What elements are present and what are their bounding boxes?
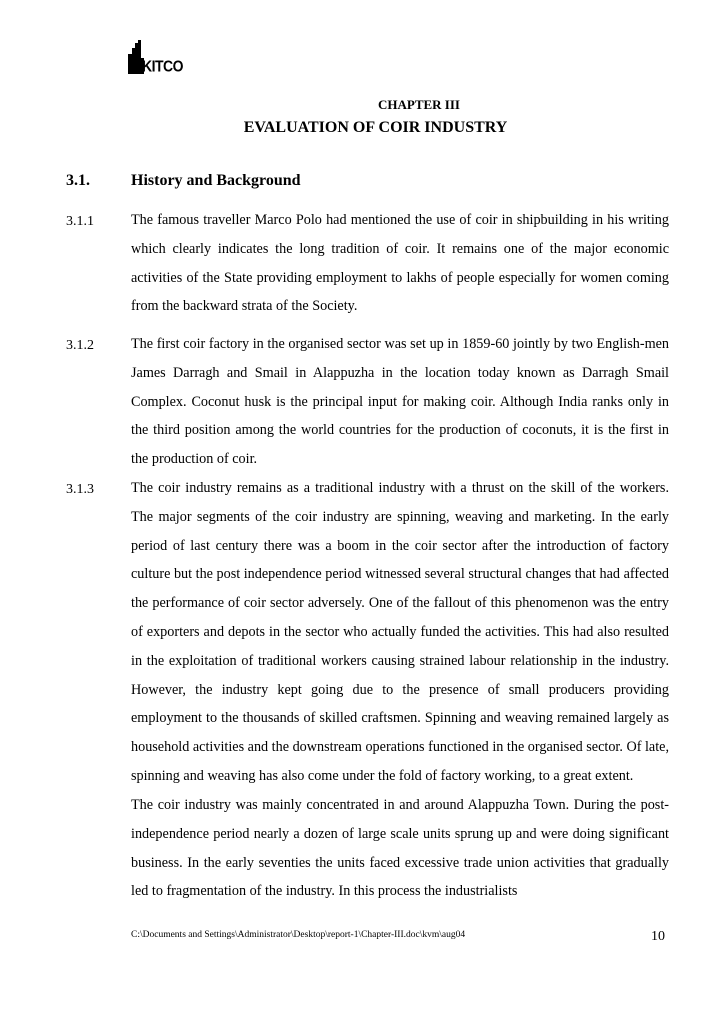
section-title: History and Background	[131, 172, 301, 189]
chapter-label: CHAPTER III	[378, 97, 460, 112]
paragraph: The first coir factory in the organised sector was set up in 1859-60 jointly by two English-men James Darragh and Smail in Alappuzha in the location today known as Darragh Smail Complex. Coconut husk is the principal input for making coir. Although India ranks only in the third position among the world countries for the production of coconuts, it is the first in the production of coir.	[131, 336, 669, 468]
paragraph: The famous traveller Marco Polo had mentioned the use of coir in shipbuilding in his writing which clearly indicates the long tradition of coir. It remains one of the major economic activities of the State providing employment to lakhs of people especially for women coming from the backward strata of the Society.	[131, 212, 669, 315]
paragraph-number: 3.1.2	[66, 338, 94, 353]
kitco-logo	[128, 40, 183, 74]
page-title: EVALUATION OF COIR INDUSTRY	[243, 119, 508, 136]
footer-file-path: C:\Documents and Settings\Administrator\Desktop\report-1\Chapter-III.doc\kvm\aug04	[131, 930, 466, 940]
paragraph-number: 3.1.3	[66, 482, 94, 497]
section-number: 3.1.	[66, 172, 90, 189]
page-number: 10	[651, 929, 665, 944]
paragraph-number: 3.1.1	[66, 214, 94, 229]
logo-text: KITCO	[142, 56, 184, 76]
paragraph: The coir industry remains as a traditional industry with a thrust on the skill of the workers. The major segments of the coir industry are spinning, weaving and marketing. In the early period of last century there was a boom in the coir sector after the introduction of factory culture but the post independence period witnessed several structural changes that had affected the performance of coir sector adversely. One of the fallout of this phenomenon was the entry of exporters and depots in the sector who actually funded the activities. This had also resulted in the exploitation of traditional workers causing strained labour relationship in the industry. However, the industry kept going due to the presence of small producers providing employment to the thousands of skilled craftsmen. Spinning and weaving remained largely as household activities and the downstream operations functioned in the organised sector. Of late, spinning and weaving has also come under the fold of factory working, to a great extent.	[131, 480, 669, 784]
paragraph: The coir industry was mainly concentrated in and around Alappuzha Town. During the post-independence period nearly a dozen of large scale units sprung up and were doing significant business. In the early seventies the units faced excessive trade union activities that gradually led to fragmentation of the industry. In this process the industrialists	[131, 797, 669, 900]
